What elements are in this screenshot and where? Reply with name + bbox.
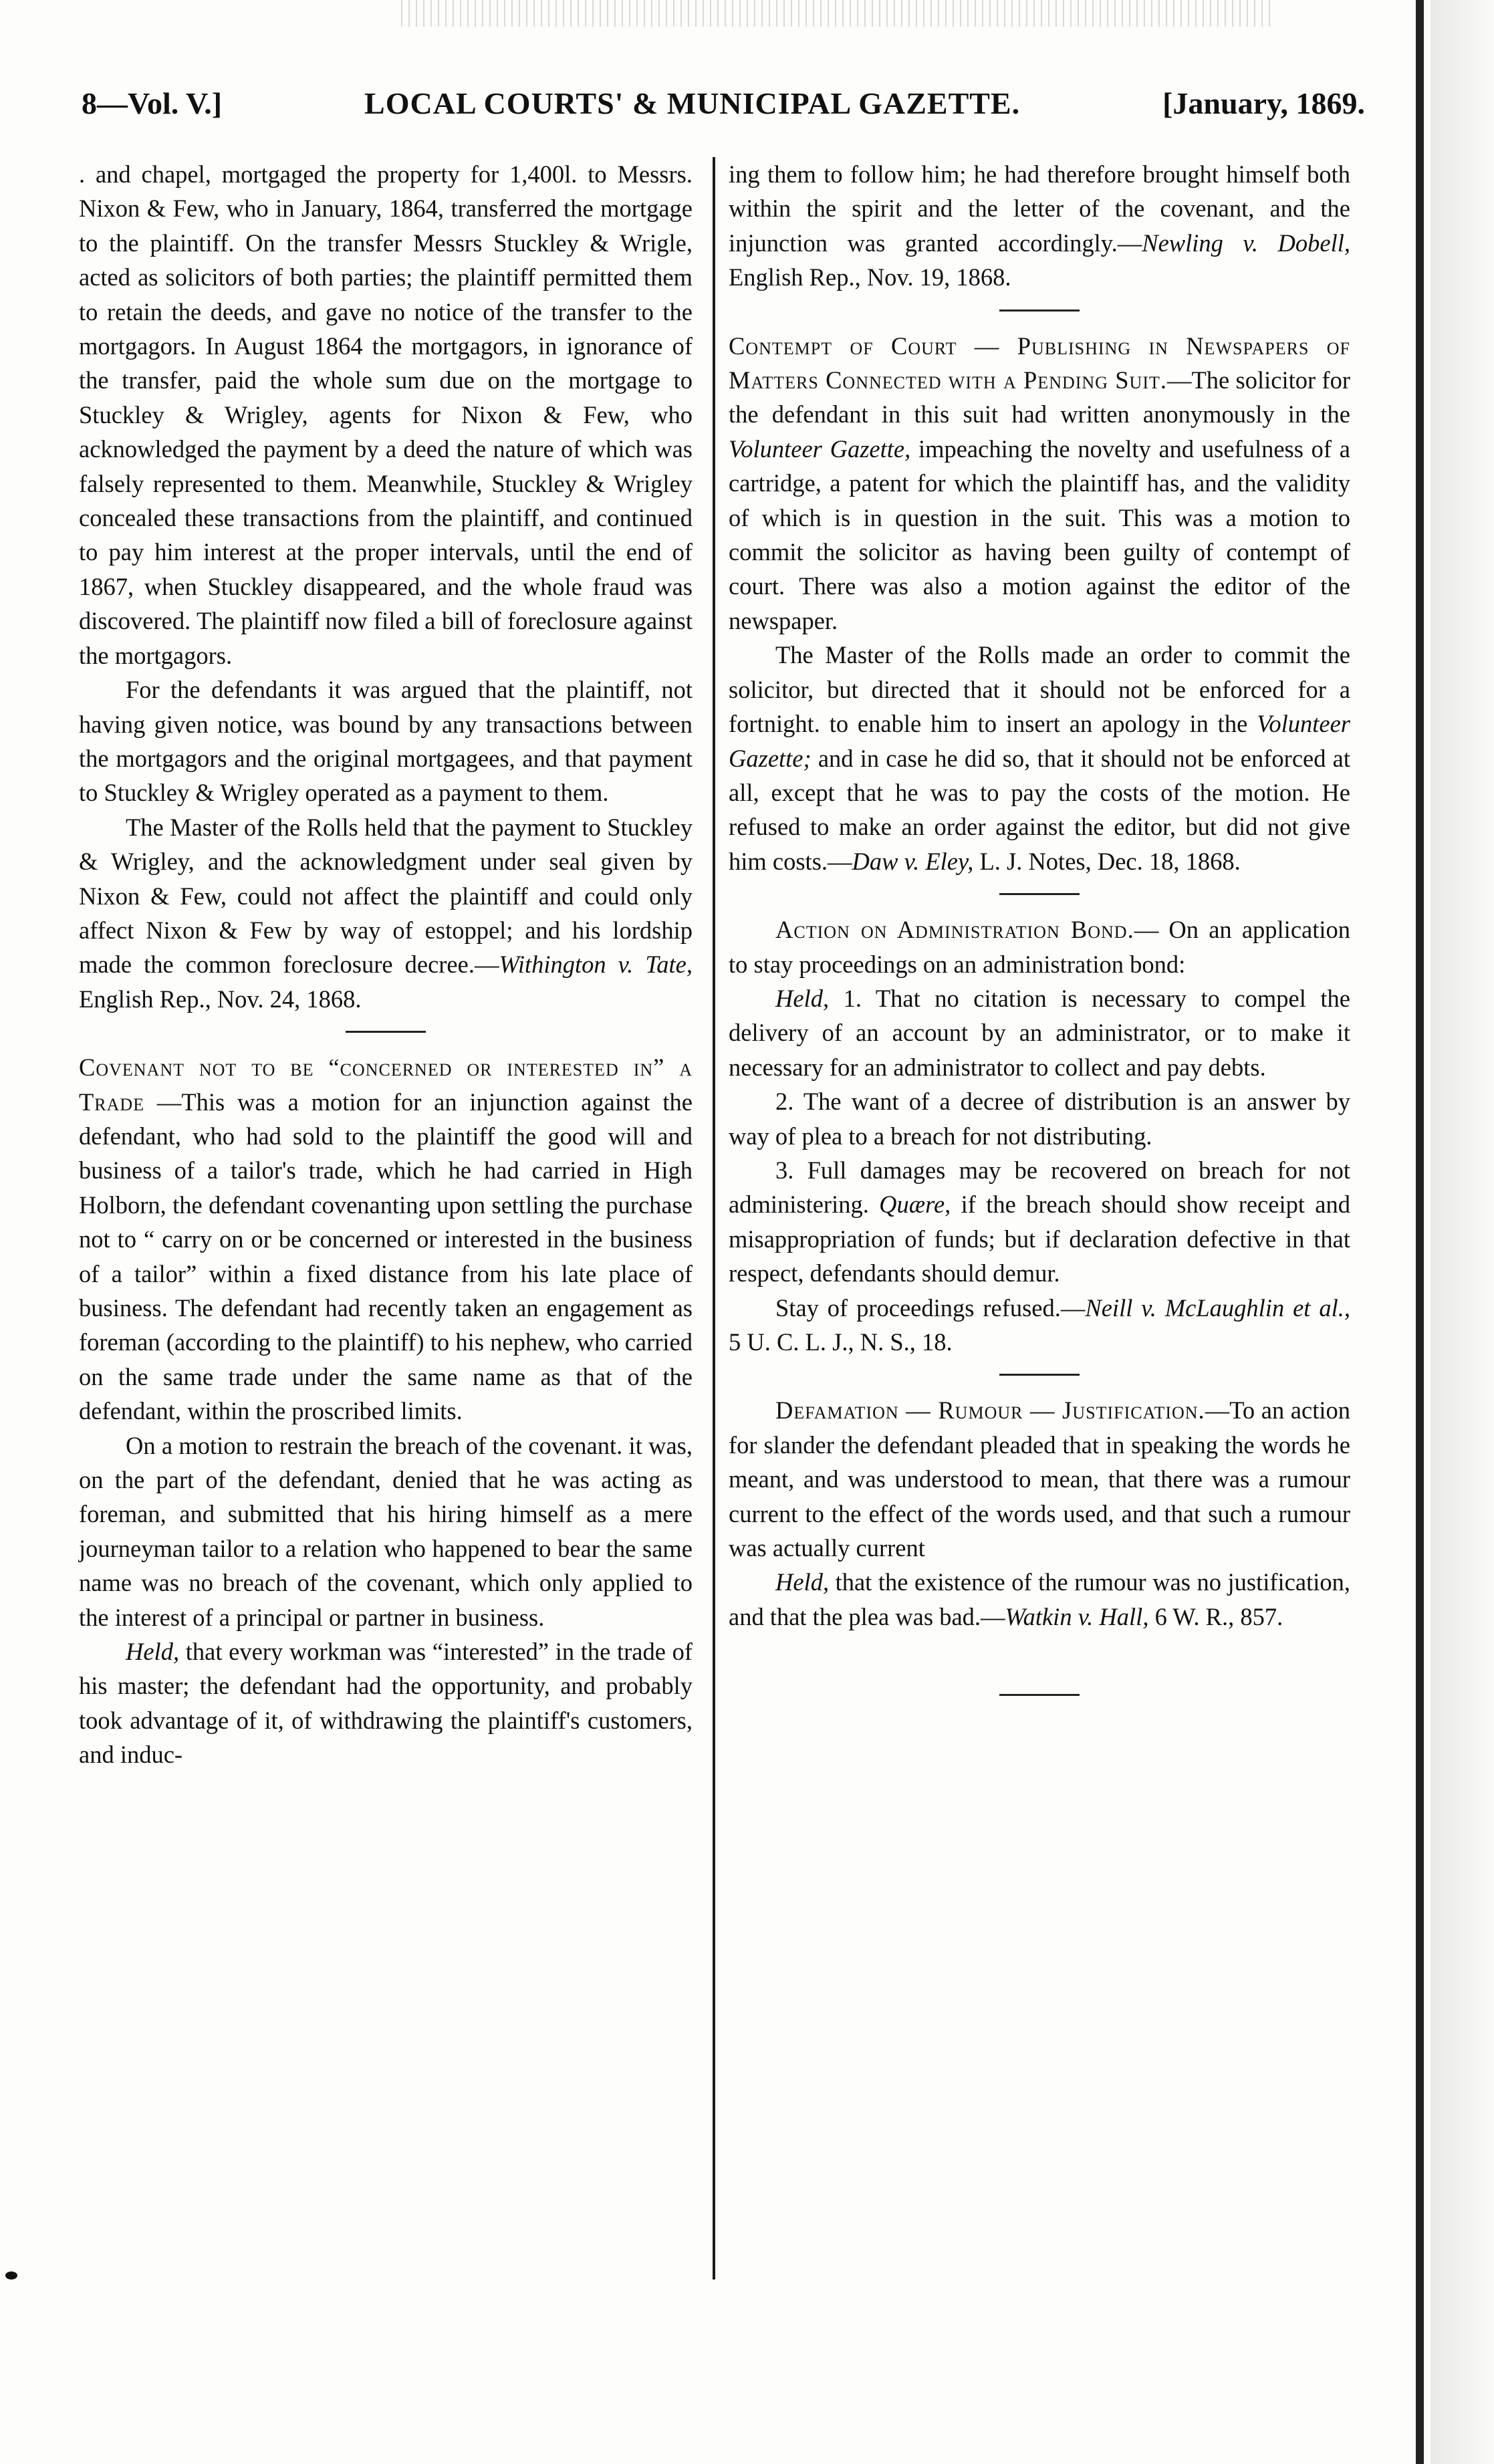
report-reference: 6 W. R., 857. [1148, 1602, 1283, 1630]
right-column [729, 157, 1350, 1713]
section-heading: Covenant not to be “concerned or interested in” a Trade [79, 1054, 693, 1116]
paragraph-text: — On an application to stay proceedings on an administration bond: [729, 916, 1350, 978]
newspaper-title: Volunteer Gazette; [729, 710, 1350, 772]
scan-noise-top [401, 0, 1270, 27]
paragraph [729, 638, 1350, 878]
paragraph: For the defendants it was argued that the plaintiff, not having given notice, was bound by any transactions between the mortgagors and the original mortgagees, and that payment to Stuckley & Wrigley operated as a payment to them. [79, 676, 693, 807]
case-citation: Newling v. Dobell, [1142, 229, 1350, 257]
paragraph: . and chapel, mortgaged the property for 1,400l. to Messrs. Nixon & Few, who in January, 1864, transferred the mortgage to the plaintiff. On the transfer Messrs Stuckley & Wrigle, acted as solicitors of both parties; the plaintiff permitted them to retain the deeds, and gave no notice of the transfer to the mortgagors. In August 1864 the mortgagors, in ignorance of the transfer, paid the whole sum due on the mortgage to Stuckley & Wrigley, agents for Nixon & Few, who acknowledged the payment by a deed the nature of which was falsely represented to them. Meanwhile, Stuckley & Wrigley concealed these transactions from the plaintiff, and continued to pay him interest at the proper intervals, until the end of 1867, when Stuckley disappeared, and the whole fraud was discovered. The plaintiff now filed a bill of foreclosure against the mortgagors. [79, 160, 693, 669]
section-rule [999, 310, 1080, 312]
paragraph: On a motion to restrain the breach of the covenant. it was, on the part of the defendant, denied that he was acting as foreman, and submitted that his hiring himself as a mere journeyman tailor to a relation who happened to bear the same name was no breach of the covenant, which only applied to the interest of a principal or partner in business. [79, 1431, 693, 1631]
case-citation: Withington v. Tate, [499, 951, 693, 979]
paragraph [729, 1153, 1350, 1291]
paragraph-text: —This was a motion for an injunction against the defendant, who had sold to the plaintiff the good will and business of a tailor's trade, which he had carried in High Holborn, the defendant covenanting upon settling the purchase not to “ carry on or be concerned or interested in the business of a tailor” within a fixed distance from his late place of business. The defendant had recently taken an engagement as foreman (according to the plaintiff) to his nephew, who carried on the same trade under the same name as that of the defendant, within the proscribed limits. [79, 1088, 693, 1425]
page-margin-shadow [1430, 0, 1494, 2464]
paragraph-text: —The solicitor for the defendant in this suit had written anonymously in the [729, 366, 1350, 428]
paragraph-text: The Master of the Rolls held that the payment to Stuckley & Wrigley, and the acknowledgment under seal given by Nixon & Few, could not affect the plaintiff and could only affect Nixon & Few by way of estoppel; and his lordship made the common foreclosure decree.— [79, 813, 693, 979]
paragraph-text: 3. Full damages may be recovered on breach for not administering. [729, 1156, 1350, 1219]
section-rule [999, 1374, 1080, 1376]
paragraph-text: The Master of the Rolls made an order to commit the solicitor, but directed that it should not be enforced for a fortnight. to enable him to insert an apology in the [729, 641, 1350, 738]
held-label: Held, [775, 1568, 830, 1596]
held-label: Held, [775, 984, 830, 1012]
report-reference: English Rep., Nov. 24, 1868. [79, 985, 362, 1013]
newspaper-title: Volunteer Gazette, [729, 435, 911, 463]
paragraph-text: —To an action for slander the defendant pleaded that in speaking the words he meant, and was understood to mean, that there was a rumour current to the effect of the words used, and that such a rumour was actually current [729, 1396, 1350, 1562]
case-citation: Watkin v. Hall, [1005, 1602, 1149, 1630]
paragraph-text: impeaching the novelty and usefulness of a cartridge, a patent for which the plaintiff has, and the validity of which is in question in the suit. This was a motion to commit the solicitor as having been guilty of contempt of court. There was also a motion against the editor of the newspaper. [729, 435, 1350, 634]
section-rule [999, 893, 1080, 895]
page-binding-edge [1416, 0, 1424, 2464]
paragraph: 2. The want of a decree of distribution is an answer by way of plea to a breach for not distributing. [729, 1088, 1350, 1150]
paragraph [79, 1050, 693, 1428]
paragraph [729, 329, 1350, 638]
section-rule [346, 1031, 426, 1033]
held-label: Held, [126, 1638, 180, 1666]
paragraph [729, 157, 1350, 295]
paragraph [729, 912, 1350, 981]
paragraph-text: that the existence of the rumour was no justification, and that the plea was bad.— [729, 1568, 1350, 1630]
paragraph [729, 1393, 1350, 1565]
report-reference: English Rep., Nov. 19, 1868. [729, 263, 1011, 291]
paragraph-text: if the breach should show receipt and misappropriation of funds; but if declaration defective in that respect, defendants should demur. [729, 1191, 1350, 1287]
paragraph-text: 1. That no citation is necessary to compel the delivery of an account by an administrator, or to make it necessary for an administrator to collect and pay debts. [729, 984, 1350, 1081]
paragraph [79, 810, 693, 1016]
report-reference: L. J. Notes, Dec. 18, 1868. [973, 847, 1241, 875]
running-header [82, 86, 1365, 132]
page-volume-label: 8—Vol. V.] [82, 86, 223, 120]
paragraph [729, 1565, 1350, 1634]
case-citation: Daw v. Eley, [852, 847, 974, 875]
issue-date: [January, 1869. [1162, 86, 1365, 120]
paragraph-text: that every workman was “interested” in the trade of his master; the defendant had the opportunity, and probably took advantage of it, of withdrawing the plaintiff's customers, and induc- [79, 1638, 693, 1769]
margin-ink-mark [5, 2271, 17, 2280]
section-heading: Action on Administration Bond. [775, 916, 1134, 944]
paragraph [729, 1291, 1350, 1360]
column-divider [713, 157, 715, 2280]
left-column [79, 157, 693, 1772]
paragraph-text: ing them to follow him; he had therefore brought himself both within the spirit and the letter of the covenant, and the injunction was granted accordingly.— [729, 160, 1350, 257]
paragraph-text: and in case he did so, that it should not be enforced at all, except that he was to pay the costs of the motion. He refused to make an order against the editor, but did not give him costs.— [729, 744, 1350, 875]
end-rule [999, 1694, 1080, 1696]
paragraph-text: Stay of proceedings refused.— [775, 1293, 1086, 1322]
publication-title: LOCAL COURTS' & MUNICIPAL GAZETTE. [364, 86, 1021, 120]
report-reference: 5 U. C. L. J., N. S., 18. [729, 1328, 953, 1356]
quaere-label: Quære, [879, 1191, 951, 1219]
paragraph [729, 981, 1350, 1084]
paragraph [79, 1634, 693, 1772]
section-heading: Contempt of Court — Publishing in Newspapers of Matters Connected with a Pending Suit. [729, 332, 1350, 394]
section-heading: Defamation — Rumour — Justification. [775, 1396, 1205, 1425]
case-citation: Neill v. McLaughlin et al., [1085, 1293, 1350, 1322]
